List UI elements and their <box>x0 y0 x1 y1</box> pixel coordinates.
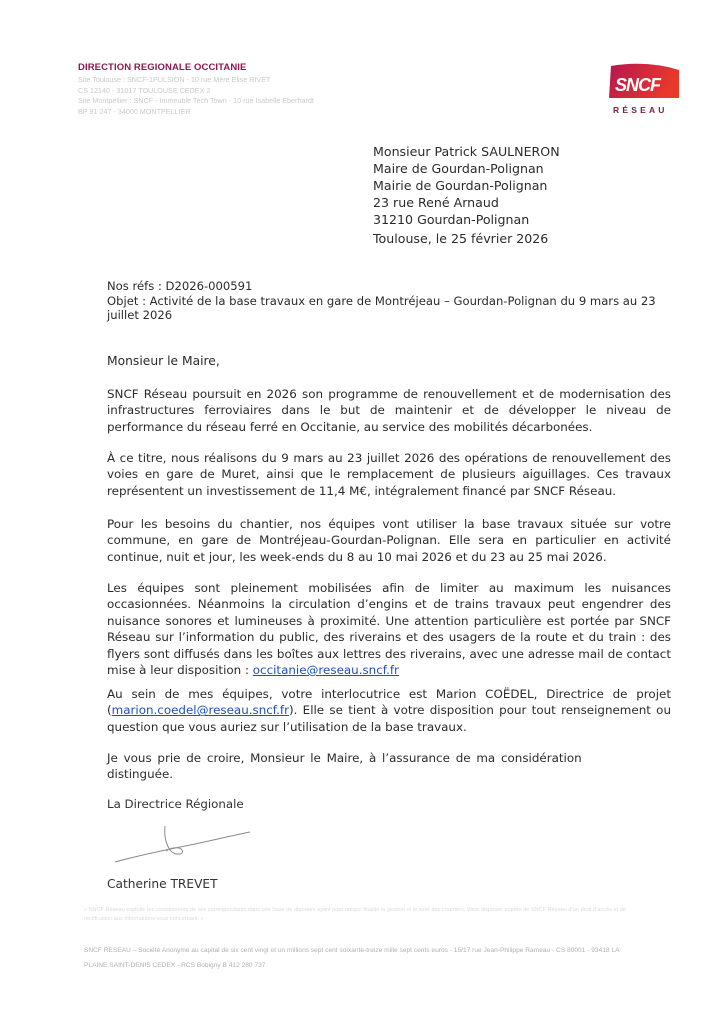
letter-date: Toulouse, le 25 février 2026 <box>373 231 549 246</box>
signer-name: Catherine TREVET <box>107 877 218 891</box>
body-paragraph-2: À ce titre, nous réalisons du 9 mars au 23 juillet 2026 des opérations de renouvellement des voies en gare de Muret, ainsi que le remplacement de plusieurs aiguillages. Ces travaux représentent un investissement de 11,4 M€, intégralement financé par SNCF Réseau. <box>107 451 671 498</box>
salutation: Monsieur le Maire, <box>107 354 220 368</box>
legal-footer <box>84 943 684 973</box>
reference-number: Nos réfs : D2026-000591 <box>107 279 253 293</box>
letter-subject: Objet : Activité de la base travaux en gare de Montréjeau – Gourdan-Polignan du 9 mars au 23 juillet 2026 <box>107 293 656 322</box>
sender-organization: DIRECTION REGIONALE OCCITANIE <box>78 62 247 73</box>
project-director-email-link[interactable]: marion.coedel@reseau.sncf.fr <box>111 703 289 718</box>
recipient-line: 23 rue René Arnaud <box>373 195 499 210</box>
contact-email-link[interactable]: occitanie@reseau.sncf.fr <box>252 663 399 678</box>
recipient-line: 31210 Gourdan-Polignan <box>373 212 530 227</box>
svg-text:RÉSEAU: RÉSEAU <box>613 105 668 115</box>
recipient-line: Monsieur Patrick SAULNERON <box>373 144 560 159</box>
svg-text:SNCF: SNCF <box>615 75 660 95</box>
sender-address-line: Site Montpellier : SNCF - Immeuble Tech Town - 10 rue Isabelle Eberhardt <box>78 96 314 106</box>
body-paragraph-1: SNCF Réseau poursuit en 2026 son programme de renouvellement et de modernisation des infrastructures ferroviaires dans le but de maintenir et de développer le niveau de performance du réseau ferré en Occitanie, au service des mobilités décarbonées. <box>107 387 671 434</box>
privacy-notice: « SNCF Réseau exploite les coordonnées de ses correspondants dans une base de données ayant pour unique finalité la gestion et le suivi des courriers. Vous disposez auprès de SNCF Réseau d’un droit d’accès et de rectification aux informations vous concernant. » <box>84 907 626 922</box>
closing-paragraph: Je vous prie de croire, Monsieur le Maire, à l’assurance de ma considération distinguée. <box>107 751 582 782</box>
sncf-logo-icon <box>607 60 685 120</box>
sncf-reseau-logo <box>607 60 685 120</box>
recipient-line: Mairie de Gourdan-Polignan <box>373 178 548 193</box>
signature-icon <box>110 822 260 867</box>
sender-address-line: CS 12140 - 31017 TOULOUSE CEDEX 2 <box>78 85 211 95</box>
body-paragraph-5 <box>107 686 671 735</box>
recipient-address <box>373 143 560 228</box>
body-paragraph-3: Pour les besoins du chantier, nos équipes vont utiliser la base travaux située sur votre commune, en gare de Montréjeau-Gourdan-Polignan. Elle sera en particulier en activité continue, nuit et jour, les week-ends du 8 au 10 mai 2026 et du 23 au 25 mai 2026. <box>107 517 671 564</box>
sender-address-line: BP 91 247 - 34000 MONTPELLIER <box>78 106 191 116</box>
legal-line: SNCF RESEAU – Société Anonyme au capital de six cent vingt et un millions sept cent soixante-treize mille sept cents euros - 15/17 rue Jean-Philippe Rameau - CS 80001 - 93418 LA <box>84 947 620 954</box>
sender-address <box>78 75 314 117</box>
paragraph-text: Les équipes sont pleinement mobilisées afin de limiter au maximum les nuisances occasionnées. Néanmoins la circulation d’engins et de trains travaux peut engendrer des nuisance sonores et lumineuses à proximité. Une attention particulière est portée par SNCF Réseau sur l’information du public, des riverains et des usagers de la route et du train : des flyers sont diffusés dans les boîtes aux lettres des riverains, avec une adresse mail de contact mise à leur disposition : <box>107 581 671 678</box>
sender-address-line: Site Toulouse : SNCF-1PULSION - 10 rue Mère Elise RIVET <box>78 75 271 84</box>
letter-references <box>107 279 667 323</box>
recipient-line: Maire de Gourdan-Polignan <box>373 161 544 176</box>
body-paragraph-4 <box>107 580 671 678</box>
paragraph-text: ). Elle se tient à votre disposition pour tout renseignement ou question que vous auriez sur l’utilisation de la base travaux. <box>107 703 671 734</box>
legal-line: PLAINE SAINT-DENIS CEDEX - RCS Bobigny B 412 280 737 <box>84 962 266 969</box>
paragraph-text: Au sein de mes équipes, votre interlocutrice est Marion COËDEL, Directrice de projet ( <box>107 687 671 718</box>
handwritten-signature <box>110 822 260 867</box>
signer-title: La Directrice Régionale <box>107 797 244 811</box>
